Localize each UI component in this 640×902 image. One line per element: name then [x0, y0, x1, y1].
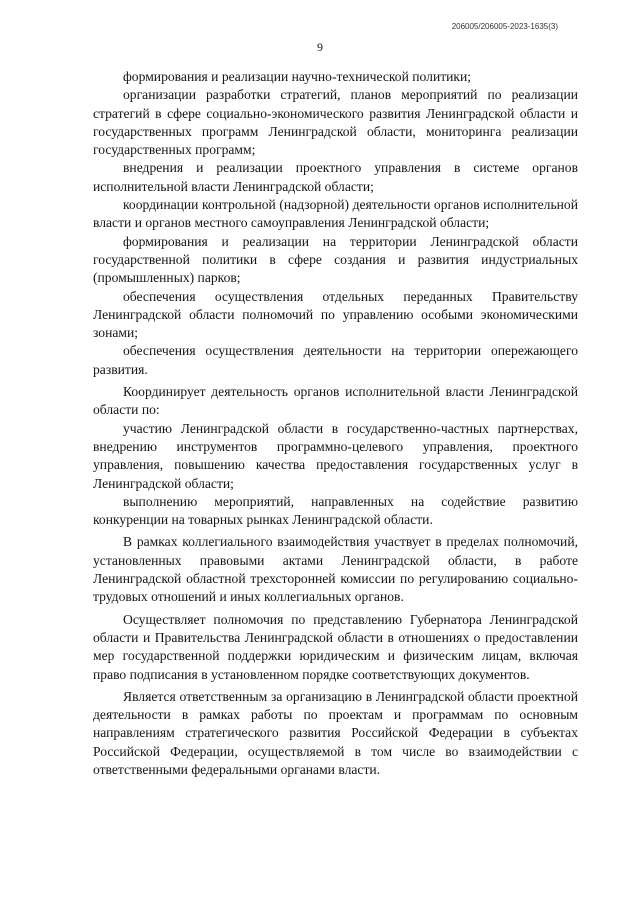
paragraph: Является ответственным за организацию в Ленинградской области проектной деятельности в рамках работы по проектам и программам по основным направлениям стратегического развития Российской Федерации в субъектах Российской Федерации, осуществляемой в том числе во взаимодействии с ответственными федеральными органами власти.	[93, 688, 578, 777]
paragraph: Координирует деятельность органов исполнительной власти Ленинградской области по:	[93, 384, 578, 418]
paragraph: участию Ленинградской области в государственно-частных партнерствах, внедрению инструментов программно-целевого управления, проектного управления, повышению качества предоставления государственных услуг в Ленинградской области;	[93, 420, 578, 491]
page-number: 9	[317, 40, 323, 54]
paragraph: обеспечения осуществления отдельных переданных Правительству Ленинградской области полномочий по управлению особыми экономическими зонами;	[93, 288, 578, 341]
paragraph: В рамках коллегиального взаимодействия участвует в пределах полномочий, установленных правовыми актами Ленинградской области, в работе Ленинградской областной трехсторонней комиссии по регулированию социально-трудовых отношений и иных коллегиальных органов.	[93, 534, 578, 605]
paragraph: внедрения и реализации проектного управления в системе органов исполнительной власти Ленинградской области;	[93, 160, 578, 194]
document-code: 206005/206005-2023-1635(3)	[451, 22, 558, 31]
paragraph: формирования и реализации на территории Ленинградской области государственной политики в сфере создания и развития индустриальных (промышленных) парков;	[93, 233, 578, 286]
paragraph: формирования и реализации научно-технической политики;	[123, 69, 472, 84]
document-body	[93, 68, 578, 779]
paragraph: Осуществляет полномочия по представлению Губернатора Ленинградской области и Правительства Ленинградской области в отношениях о предоставлении мер государственной поддержки юридическим и физическим лицам, включая право подписания в установленном порядке соответствующих документов.	[93, 611, 578, 682]
paragraph: выполнению мероприятий, направленных на содействие развитию конкуренции на товарных рынках Ленинградской области.	[93, 493, 578, 528]
paragraph: координации контрольной (надзорной) деятельности органов исполнительной власти и органов местного самоуправления Ленинградской области;	[93, 197, 578, 231]
paragraph: обеспечения осуществления деятельности на территории опережающего развития.	[93, 343, 578, 377]
paragraph: организации разработки стратегий, планов мероприятий по реализации стратегий в сфере социально-экономического развития Ленинградской области и государственных программ Ленинградской области, мониторинга реализации государственных программ;	[93, 87, 578, 158]
